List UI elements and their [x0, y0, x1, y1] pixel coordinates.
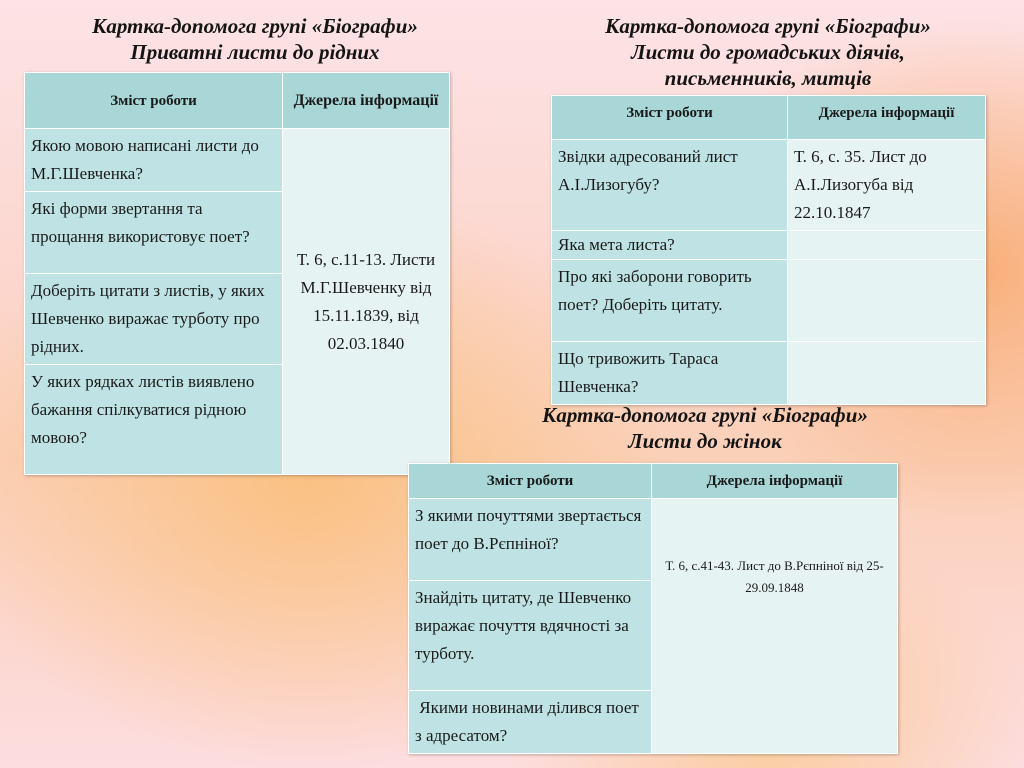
- card2-question-2: Яка мета листа?: [552, 231, 788, 260]
- card2-table: [551, 95, 986, 405]
- card3-col1-header: Зміст роботи: [409, 464, 652, 499]
- card2-col2-header: Джерела інформації: [788, 96, 986, 140]
- card2-title-line3: письменників, митців: [664, 66, 872, 90]
- card2-source: Т. 6, с. 35. Лист до А.І.Лизогуба від 22.10.1847: [788, 140, 986, 231]
- card2-title-line1: Картка-допомога групі «Біографи»: [605, 14, 931, 38]
- card2-source-empty-2: [788, 260, 986, 342]
- card1-table: [24, 72, 450, 475]
- card1-question-3: Доберіть цитати з листів, у яких Шевченко виражає турботу про рідних.: [25, 274, 283, 365]
- card3-question-2: Знайдіть цитату, де Шевченко виражає почуття вдячності за турботу.: [409, 581, 652, 691]
- card1-col2-header: Джерела інформації: [283, 73, 450, 129]
- card1-col1-header: Зміст роботи: [25, 73, 283, 129]
- card3-source: Т. 6, с.41-43. Лист до В.Рєпніної від 25-29.09.1848: [652, 499, 898, 754]
- card3-col2-header: Джерела інформації: [652, 464, 898, 499]
- card3-table: [408, 463, 898, 754]
- card3-question-1: З якими почуттями звертається поет до В.Рєпніної?: [409, 499, 652, 581]
- card1-title: [25, 13, 485, 65]
- card3-title: [480, 402, 930, 454]
- card1-title-line1: Картка-допомога групі «Біографи»: [92, 14, 418, 38]
- card1-title-line2: Приватні листи до рідних: [130, 40, 380, 64]
- card3-question-3: Якими новинами ділився поет з адресатом?: [409, 691, 652, 754]
- card2-question-1: Звідки адресований лист А.І.Лизогубу?: [552, 140, 788, 231]
- card2-source-empty-1: [788, 231, 986, 260]
- card2-source-empty-3: [788, 342, 986, 405]
- card2-question-4: Що тривожить Тараса Шевченка?: [552, 342, 788, 405]
- card3-title-line2: Листи до жінок: [628, 429, 782, 453]
- card2-question-3: Про які заборони говорить поет? Доберіть цитату.: [552, 260, 788, 342]
- card2-col1-header: Зміст роботи: [552, 96, 788, 140]
- card3-title-line1: Картка-допомога групі «Біографи»: [542, 403, 868, 427]
- card1-source: Т. 6, с.11-13. Листи М.Г.Шевченку від 15.11.1839, від 02.03.1840: [283, 129, 450, 475]
- card1-question-1: Якою мовою написані листи до М.Г.Шевченка?: [25, 129, 283, 192]
- card1-question-4: У яких рядках листів виявлено бажання спілкуватися рідною мовою?: [25, 365, 283, 475]
- card1-question-2: Які форми звертання та прощання використовує поет?: [25, 192, 283, 274]
- card2-title-line2: Листи до громадських діячів,: [631, 40, 905, 64]
- card2-title: [548, 13, 988, 91]
